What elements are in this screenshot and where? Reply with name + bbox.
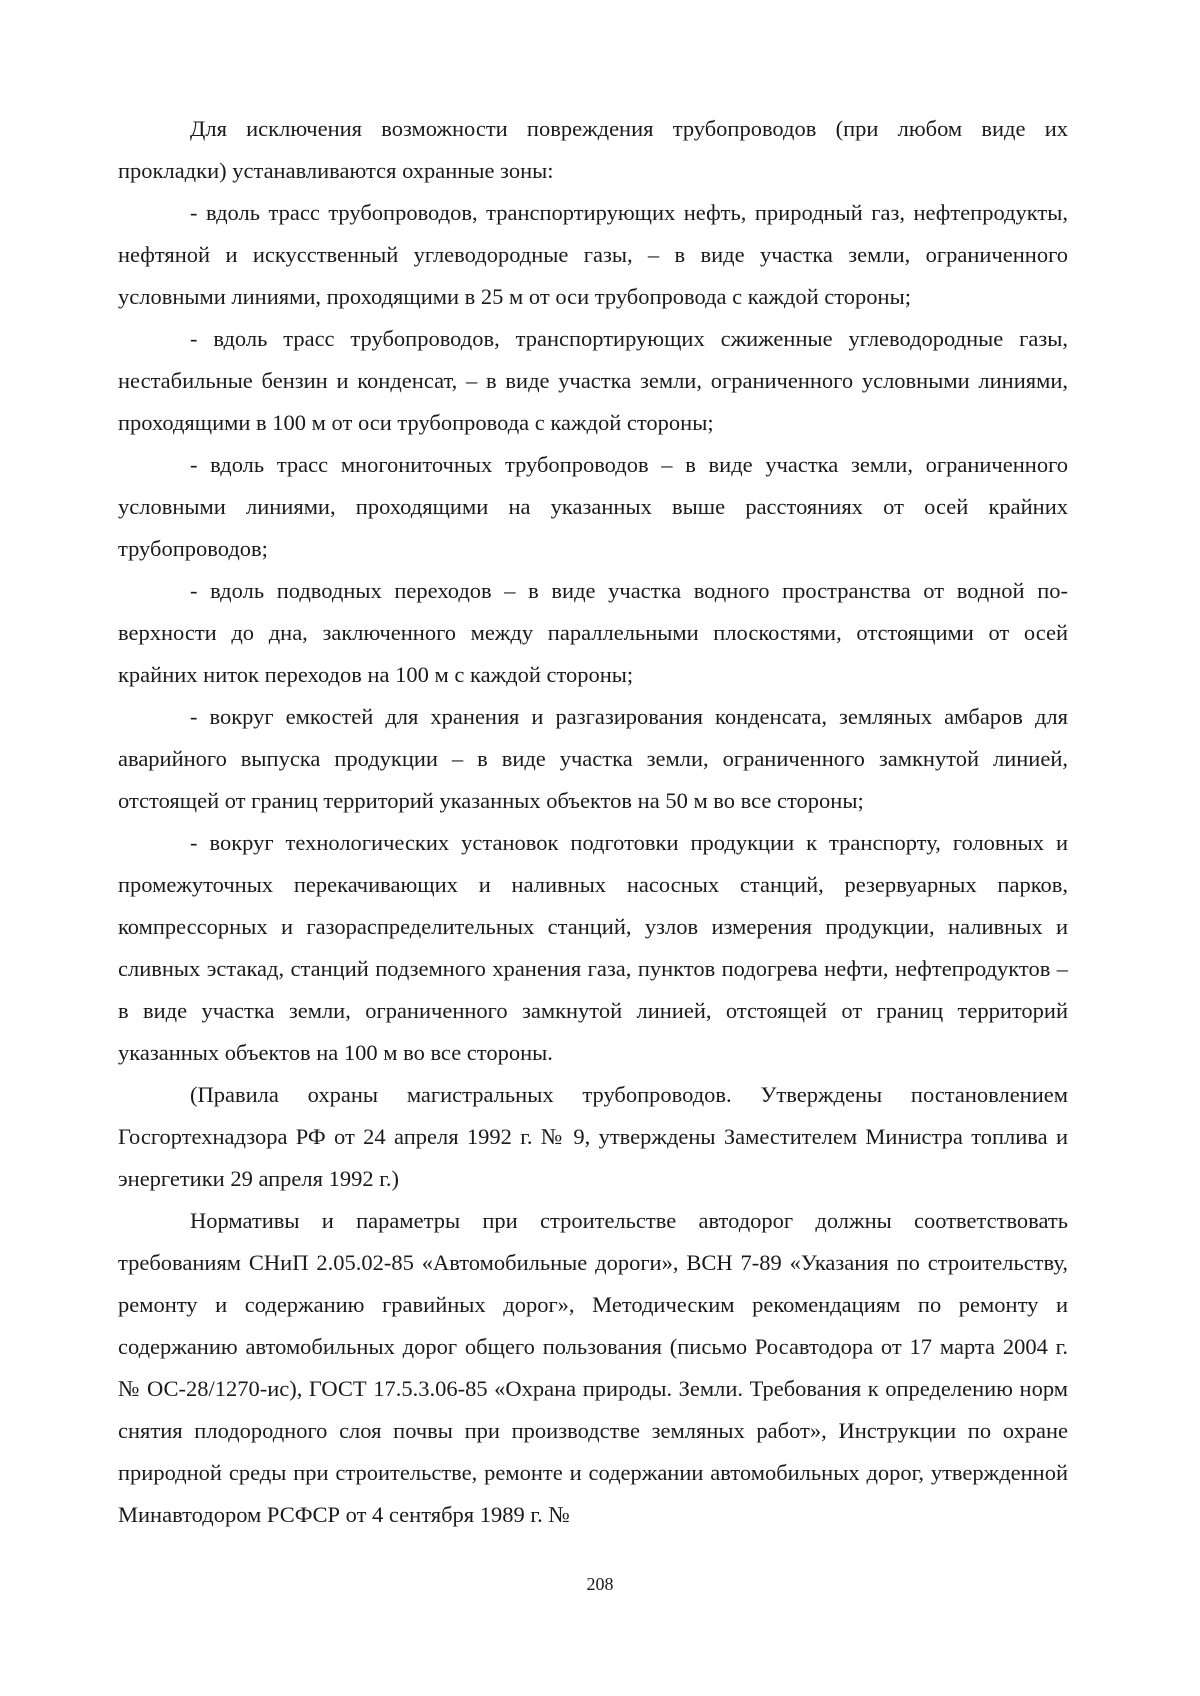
document-body [118,108,1068,1536]
paragraph-zone-liquefied-gas: - вдоль трасс трубопроводов, транспортирующих сжиженные углеводородные газы, нестабильные бензин и конденсат, – в виде участка земли, ограниченного условными линиями, проходящими в 100 м от оси трубопровода с каждой стороны; [118,326,1068,435]
paragraph-road-standards: Нормативы и параметры при строительстве автодорог должны соответствовать требованиям СНиП 2.05.02-85 «Автомобильные дороги», ВСН 7-89 «Указания по строительству, ремонту и содержанию гравийных дорог», Методическим рекомендациям по ремонту и содержанию автомобильных дорог общего пользования (письмо Росавтодора от 17 марта 2004 г. № ОС-28/1270-ис), ГОСТ 17.5.3.06-85 «Охрана природы. Земли. Требования к определению норм снятия плодородного слоя почвы при производстве земляных работ», Инструкции по охране природной среды при строительстве, ремонте и содержании автомобильных дорог, утвержденной Минавтодором РСФСР от 4 сентября 1989 г. № [118,1208,1068,1527]
paragraph-rules-citation: (Правила охраны магистральных трубопроводов. Утверждены постановлением Госгортехнадзора РФ от 24 апреля 1992 г. № 9, утверждены Заместителем Министра топлива и энергетики 29 апреля 1992 г.) [118,1082,1068,1191]
paragraph-protection-zones-intro: Для исключения возможности повреждения трубопроводов (при любом виде их прокладки) устанавливаются охранные зоны: [118,116,1068,183]
page-number: 208 [586,1574,614,1594]
paragraph-zone-oil-gas: - вдоль трасс трубопроводов, транспортирующих нефть, природный газ, нефтепродукты, нефтяной и искусственный углеводородные газы, – в виде участка земли, ограниченного условными линиями, проходящими в 25 м от оси трубопровода с каждой стороны; [118,200,1068,309]
paragraph-zone-multiline: - вдоль трасс многониточных трубопроводов – в виде участка земли, ограниченного условными линиями, проходящими на указанных выше расстояниях от осей крайних трубопроводов; [118,452,1068,561]
paragraph-zone-tanks: - вокруг емкостей для хранения и разгазирования конденсата, земляных амбаров для аварийного выпуска продукции – в виде участка земли, ограниченного замкнутой линией, отстоящей от границ территорий указанных объектов на 50 м во все стороны; [118,704,1068,813]
paragraph-zone-facilities: - вокруг технологических установок подготовки продукции к транспорту, головных и промежуточных перекачивающих и наливных насосных станций, резервуарных парков, компрессорных и газораспределительных станций, узлов измерения продукции, наливных и сливных эстакад, станций подземного хранения газа, пунктов подогрева нефти, нефтепродуктов – в виде участка земли, ограниченного замкнутой линией, отстоящей от границ территорий указанных объектов на 100 м во все стороны. [118,830,1068,1065]
paragraph-zone-underwater: - вдоль подводных переходов – в виде участка водного пространства от водной поверхности до дна, заключенного между параллельными плоскостями, отстоящими от осей крайних ниток переходов на 100 м с каждой стороны; [118,578,1068,687]
